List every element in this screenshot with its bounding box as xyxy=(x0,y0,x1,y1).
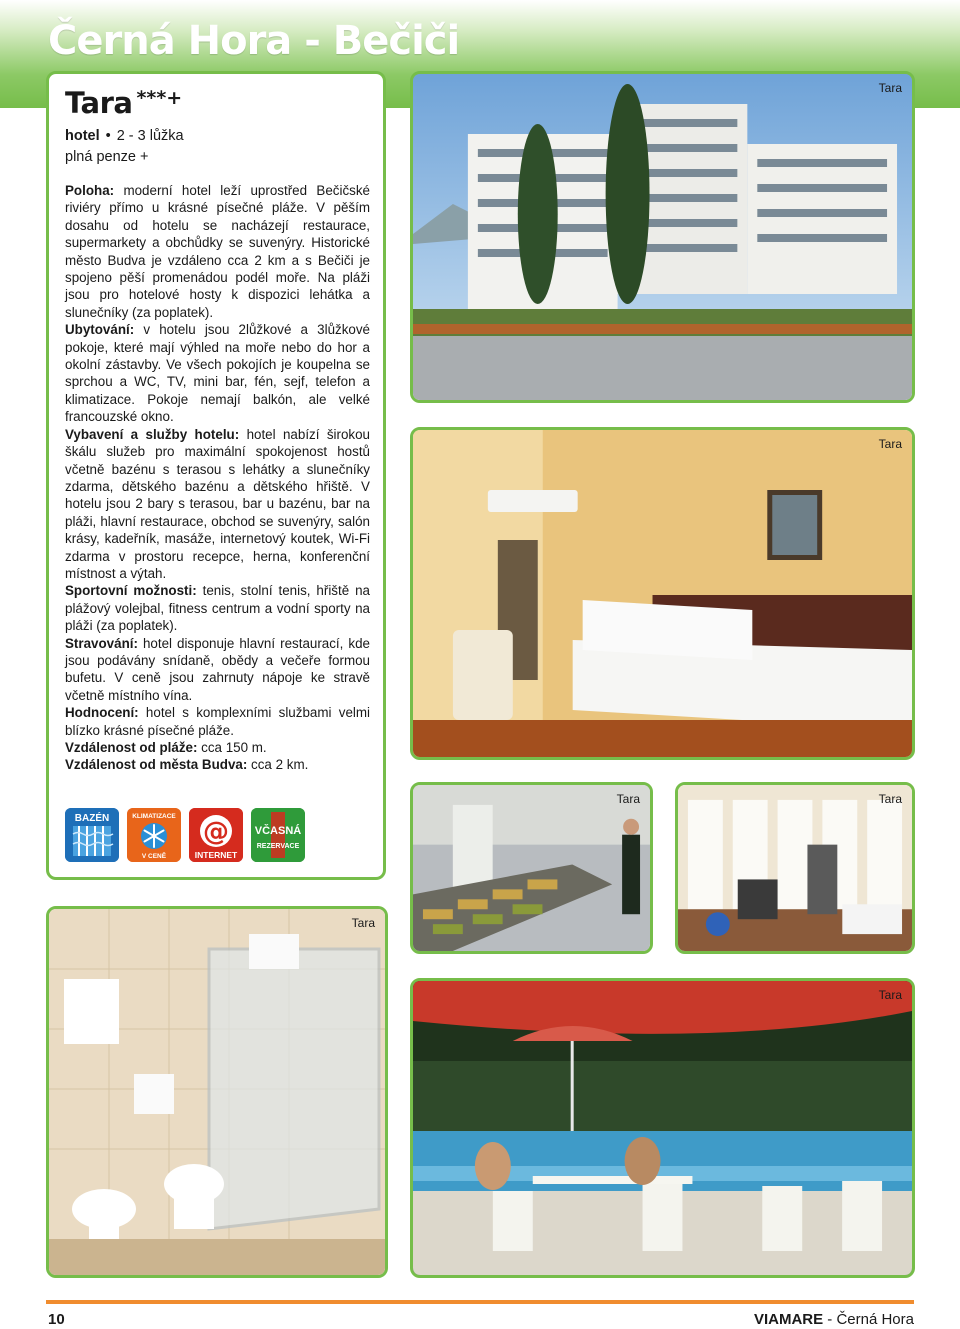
location-text: moderní hotel leží uprostřed Bečičské riviéry přímo u krásné písečné pláže. V pěším dosahu od hotelu se nacházejí restaurace, supermarkety a obchůdky se suvenýry. Historické město Budva je vzdáleno cca 2 km a s Bečiči je spojeno pěší promenádou podél moře. Na pláži jsou pro hotelové hosty k dispozici lehátka a slunečníky (za poplatek). xyxy=(65,183,370,320)
air-conditioning-badge-label: KLIMATIZACE xyxy=(132,813,176,820)
photo-caption: Tara xyxy=(878,792,902,806)
internet-badge xyxy=(189,808,243,862)
dining-paragraph xyxy=(65,635,370,705)
hotel-stars: ***+ xyxy=(136,87,183,109)
hotel-building-image xyxy=(413,74,912,400)
photo-restaurant xyxy=(410,782,653,954)
internet-badge-label: INTERNET xyxy=(194,850,238,860)
photo-caption: Tara xyxy=(616,792,640,806)
accommodation-paragraph xyxy=(65,321,370,425)
pool-badge xyxy=(65,808,119,862)
early-booking-badge-label: VČASNÁ xyxy=(254,825,302,837)
dining-label: Stravování: xyxy=(65,635,138,651)
hotel-capacity: 2 - 3 lůžka xyxy=(116,128,184,144)
restaurant-image xyxy=(413,785,650,951)
services-paragraph xyxy=(65,426,370,583)
photo-caption: Tara xyxy=(878,81,902,95)
beach-distance-label: Vzdálenost od pláže: xyxy=(65,740,198,755)
city-distance xyxy=(65,756,370,773)
bathroom-image xyxy=(49,909,385,1275)
photo-caption: Tara xyxy=(878,988,902,1002)
hotel-board: plná penze + xyxy=(65,149,149,165)
room-image xyxy=(413,430,912,757)
location-label: Poloha: xyxy=(65,183,115,198)
air-conditioning-badge-sub: V CENĚ xyxy=(141,853,167,860)
photo-pool-terrace xyxy=(410,978,915,1278)
services-text: hotel nabízí širokou škálu služeb pro maximální spokojenost hostů včetně bazénu s terasou s lehátky a slunečníky zdarma, dětského bazénu a dětského hřiště. V hotelu jsou 2 bary s terasou, bar u bazénu, bar na pláži, hlavní restaurace, obchod se suvenýry, salón krásy, kadeřník, masáže, internetový koutek, Wi-Fi zdarma v prostoru recepce, herna, konferenční místnost a výtah. xyxy=(65,426,370,581)
photo-fitness xyxy=(675,782,915,954)
rating-paragraph xyxy=(65,704,370,739)
snowflake-icon xyxy=(127,808,181,862)
photo-bathroom xyxy=(46,906,388,1278)
city-distance-label: Vzdálenost od města Budva: xyxy=(65,757,248,773)
beach-distance-value: cca 150 m. xyxy=(197,740,267,755)
footer-divider xyxy=(46,1300,914,1304)
sports-paragraph xyxy=(65,582,370,634)
separator-dot: • xyxy=(105,128,111,144)
at-sign-icon xyxy=(189,808,243,862)
accommodation-text: v hotelu jsou 2lůžkové a 3lůžkové pokoje, které mají výhled na moře nebo do hor a okolní zástavby. Ve všech pokojích je koupelna se sprchou a WC, TV, mini bar, fén, sejf, telefon a klimatizace. Pokoje nemají balkón, ale velké francouzské okno. xyxy=(65,322,370,425)
page-number: 10 xyxy=(48,1311,65,1328)
air-conditioning-badge xyxy=(127,808,181,862)
sports-text: tenis, stolní tenis, hřiště na plážový volejbal, fitness centrum a vodní sporty na pláži (za poplatek). xyxy=(65,583,370,634)
location-paragraph xyxy=(65,182,370,321)
hotel-name-text: Tara xyxy=(65,86,133,120)
services-label: Vybavení a služby hotelu: xyxy=(65,426,240,442)
photo-caption: Tara xyxy=(351,916,375,930)
hotel-description xyxy=(65,182,370,774)
photo-hotel-room xyxy=(410,427,915,760)
hotel-name xyxy=(65,86,182,120)
footer-brand xyxy=(754,1311,914,1328)
accommodation-label: Ubytování: xyxy=(65,322,135,338)
pool-icon xyxy=(65,808,119,862)
pool-badge-label: BAZÉN xyxy=(74,813,110,824)
photo-caption: Tara xyxy=(878,437,902,451)
pool-terrace-image xyxy=(413,981,912,1275)
footer-brand-name: VIAMARE xyxy=(753,1311,824,1328)
early-booking-badge xyxy=(251,808,305,862)
photo-hotel-exterior xyxy=(410,71,915,403)
beach-distance xyxy=(65,739,370,756)
page-title: Černá Hora - Bečiči xyxy=(48,18,460,64)
early-booking-icon xyxy=(251,808,305,862)
rating-label: Hodnocení: xyxy=(65,705,139,721)
footer-dash: - xyxy=(823,1311,837,1328)
hotel-info-card xyxy=(46,71,386,880)
svg-text:@: @ xyxy=(203,817,229,847)
city-distance-value: cca 2 km. xyxy=(247,757,309,773)
hotel-type-line xyxy=(65,128,184,144)
early-booking-badge-sub: REZERVACE xyxy=(256,843,300,850)
sports-label: Sportovní možnosti: xyxy=(65,583,197,599)
hotel-type: hotel xyxy=(65,128,100,144)
rating-text: hotel s komplexními službami velmi blízko krásné písečné pláže. xyxy=(65,705,370,738)
footer-region: Černá Hora xyxy=(836,1311,914,1328)
fitness-image xyxy=(678,785,912,951)
dining-text: hotel disponuje hlavní restaurací, kde jsou podávány snídaně, obědy a večeře formou bufetu. V ceně jsou zahrnuty nápoje ke stravě včetně místního vína. xyxy=(65,635,370,703)
